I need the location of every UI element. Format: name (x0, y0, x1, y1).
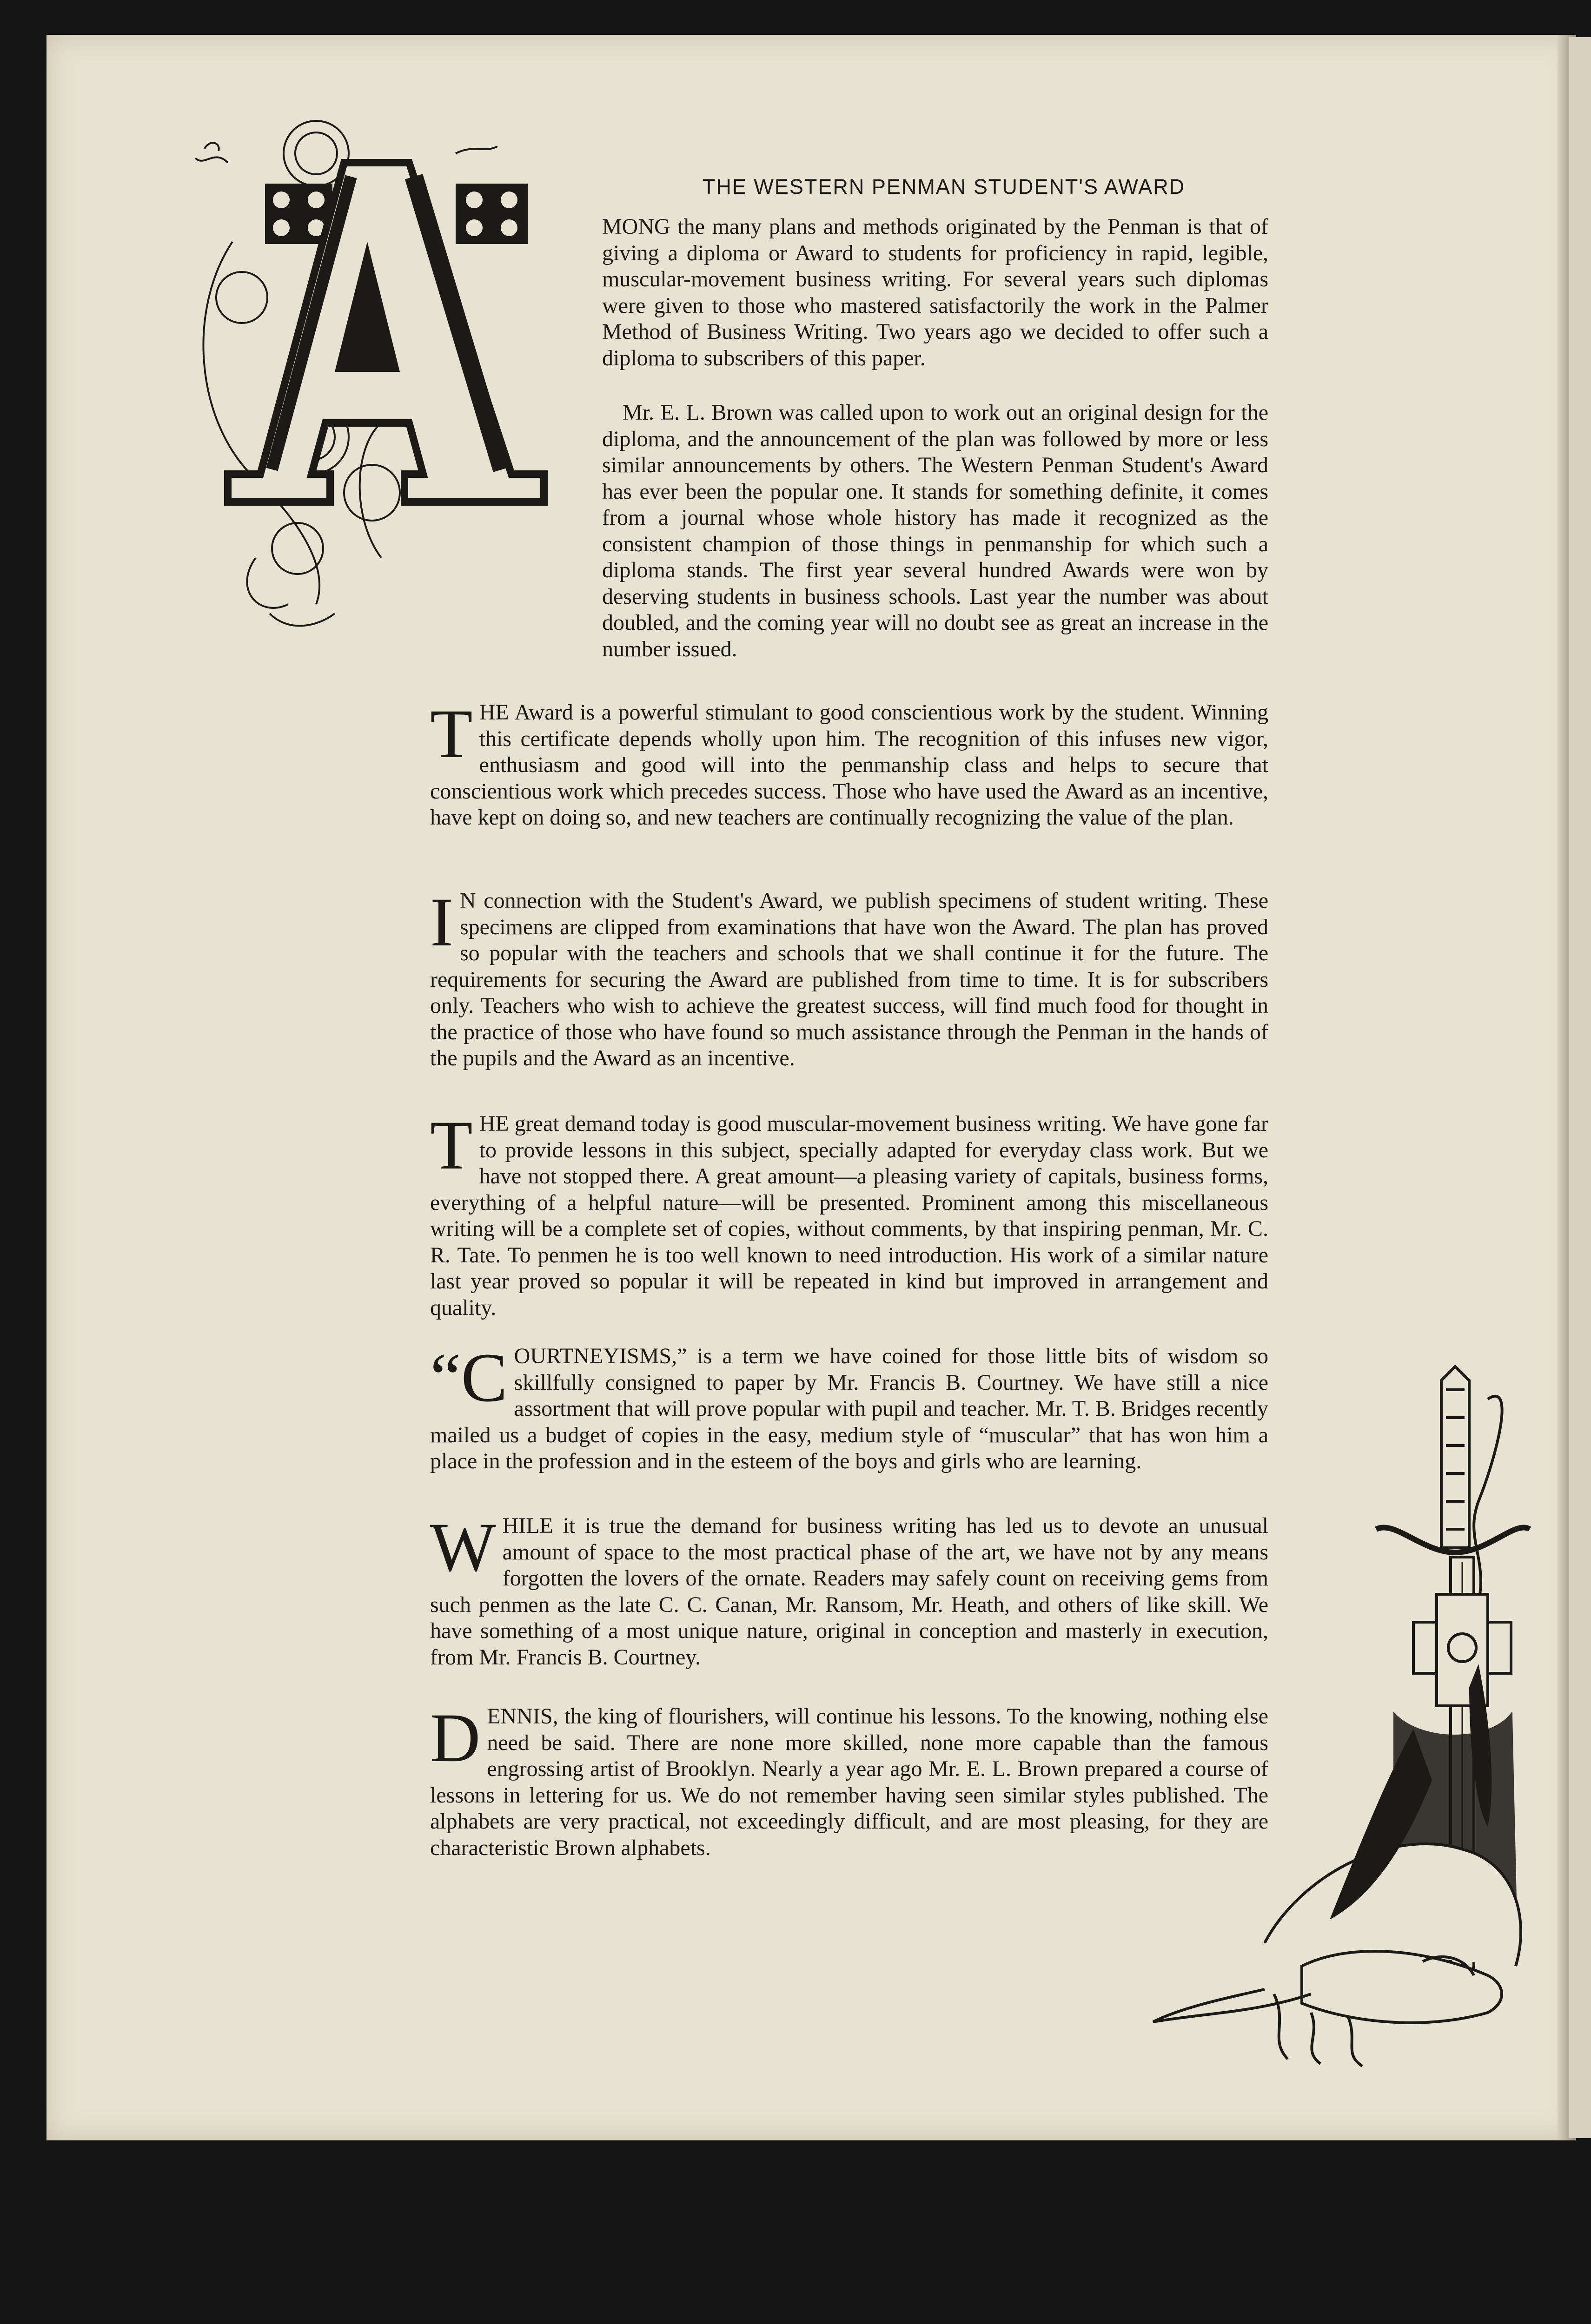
intro-paragraph (602, 214, 1268, 371)
adjacent-page-edge (1569, 37, 1591, 2138)
dennis-text: ENNIS, the king of flourishers, will continue his lessons. To the knowing, nothing else need be said. There are none more skilled, none more capable than the famous engrossing artist of Brooklyn. Nearly a year ago Mr. E. L. Brown prepared a course of lessons in lettering for us. We do not remember having seen similar styles published. The alphabets are very practical, not exceedingly difficult, and are most pleasing, for they are characteristic Brown alphabets. (430, 1704, 1268, 1860)
sword-and-shield-drawing (1069, 1362, 1534, 2068)
demand-text: HE great demand today is good muscular-movement business writing. We have gone far to provide lessons in this subject, specially adapted for everyday class work. But we have not stopped there. A great amount—a pleasing variety of capitals, business forms, everything of a helpful nature—will be presented. Prominent among this miscellaneous writing will be a complete set of copies, without comments, by that inspiring penman, Mr. C. R. Tate. To penmen he is too well known to need introduction. His work of a similar nature last year proved so popular it will be repeated in kind but improved in arrangement and quality. (430, 1111, 1268, 1320)
dropcap-w: W (430, 1509, 496, 1586)
demand-paragraph (430, 1107, 1268, 1321)
connection-paragraph (430, 884, 1268, 1072)
decorated-initial-a (177, 102, 572, 674)
award-text: HE Award is a powerful stimulant to good conscientious work by the student. Winning this certificate depends wholly upon him. The recognition of this infuses new vigor, enthusiasm and good will into the penmanship class and helps to secure that conscientious work which precedes success. Those who have used the Award as an incentive, have kept on doing so, and new teachers are continually recognizing the value of the plan. (430, 700, 1268, 830)
dropcap-quote-c: “C (430, 1339, 508, 1416)
brown-text: Mr. E. L. Brown was called upon to work out an original design for the diploma, and the announcement of the plan was followed by more or less similar announcements by others. The Western Penman Student's Award has ever been the popular one. It stands for something definite, it comes from a journal whose whole history has made it recognized as the consistent champion of those things in penmanship for which such a diploma stands. The first year several hundred Awards were won by deserving students in business schools. Last year the number was about doubled, and the coming year will no doubt see as great an increase in the number issued. (602, 400, 1268, 661)
dropcap-t: T (430, 695, 473, 772)
dropcap-t2: T (430, 1107, 473, 1184)
award-paragraph (430, 695, 1268, 831)
dropcap-d: D (430, 1699, 481, 1776)
intro-text: MONG the many plans and methods originated by the Penman is that of giving a diploma or Award to students for proficiency in rapid, legible, muscular-movement business writing. For several years such diplomas were given to those who mastered satisfactorily the work in the Palmer Method of Business Writing. Two years ago we decided to offer such a diploma to subscribers of this paper. (602, 214, 1268, 370)
courtneyisms-text: OURTNEYISMS,” is a term we have coined for those little bits of wisdom so skillfully consigned to paper by Mr. Francis B. Courtney. We have still a nice assortment that will prove popular with pupil and teacher. Mr. T. B. Bridges recently mailed us a budget of copies in the easy, medium style of “muscular” that has won him a place in the profession and in the esteem of the boys and girls who are learning. (430, 1344, 1268, 1473)
connection-text: N connection with the Student's Award, we publish specimens of student writing. These specimens are clipped from examinations that have won the Award. The plan has proved so popular with the teachers and schools that we shall continue it for the future. The requirements for securing the Award are published from time to time. It is for subscribers only. Teachers who wish to achieve the greatest success, will find much food for thought in the practice of those who have found so much assistance through the Penman in the hands of the pupils and the Award as an incentive. (430, 888, 1268, 1070)
article-title: THE WESTERN PENMAN STUDENT'S AWARD (702, 175, 1186, 198)
brown-paragraph (602, 400, 1268, 662)
dropcap-i: I (430, 884, 453, 961)
ornate-text: HILE it is true the demand for business writing has led us to devote an unusual amount of space to the most practical phase of the art, we have not by any means forgotten the lovers of the ornate. Readers may safely count on receiving gems from such penmen as the late C. C. Canan, Mr. Ransom, Mr. Heath, and others of like skill. We have something of a most unique nature, original in conception and masterly in execution, from Mr. Francis B. Courtney. (430, 1513, 1268, 1670)
